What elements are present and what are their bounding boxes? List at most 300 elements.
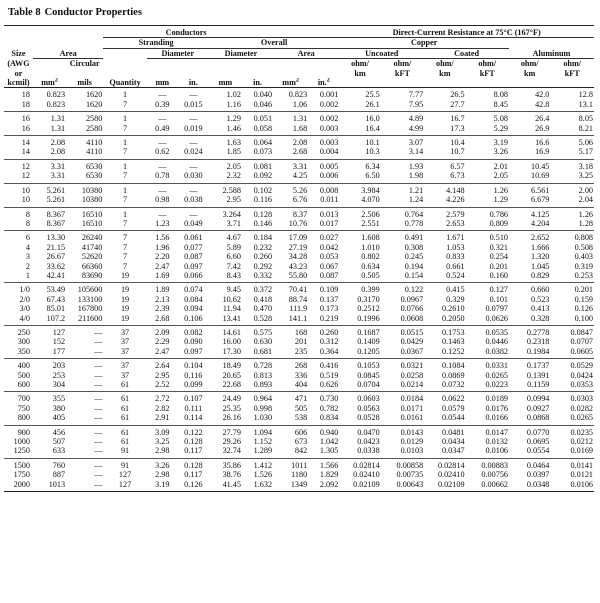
cell-overall-diameter-mm: 7.42 [226,261,241,271]
cell-overall-area-in2: 0.011 [308,195,339,207]
header-stranding: Stranding [138,38,174,48]
cell-uncoated-ohm-km: 0.1996 [339,314,380,326]
cell-uncoated-ohm-km: 4.070 [339,195,380,207]
cell-strand-diameter-in: 0.117 [184,470,203,480]
cell-overall-area-mm2: 538 [273,413,308,425]
cell-overall-diameter-mm: 2.588 [222,185,241,195]
cell-area-circular-mils: 2580 [66,124,103,136]
cell-size: 350 [4,347,33,359]
cell-overall-area-in2: 0.003 [308,124,339,136]
cell-aluminum-ohm-km: 10.69 [509,171,550,183]
cell-strand-diameter-mm: 1.89 [155,285,170,295]
cell-overall-area-mm2: 1180 [291,470,308,480]
cell-area-circular-mils: 52620 [81,252,103,262]
header-km: km [524,68,536,78]
cell-size: 1500 [13,460,30,470]
cell-uncoated-ohm-kft: 3.07 [408,138,424,148]
cell-overall-diameter-in: 1.094 [253,427,273,437]
header-ohm: ohm/ [478,59,497,69]
cell-overall-diameter-in: 0.998 [253,403,273,413]
cell-aluminum-ohm-km: 0.1391 [526,370,550,380]
cell-uncoated-ohm-kft: 0.245 [404,252,424,262]
cell-uncoated-ohm-km: 0.505 [339,271,380,283]
cell-overall-area-in2: 0.730 [319,394,339,404]
table-row [4,231,594,243]
cell-aluminum-ohm-km: 0.0348 [509,480,550,492]
cell-overall-diameter-in: 1.632 [242,480,273,492]
cell-strand-diameter-mm: 2.09 [155,327,170,337]
cell-uncoated-ohm-km: 25.5 [365,90,380,100]
cell-size: 2/0 [19,294,30,304]
cell-strand-diameter-in: 0.122 [184,427,203,437]
cell-uncoated-ohm-km: 0.0845 [357,370,380,380]
cell-overall-diameter-mm: 3.71 [209,219,242,231]
cell-area-circular-mils: — [94,337,103,347]
cell-quantity: 7 [103,195,146,207]
cell-strand-diameter-in: 0.087 [184,252,203,262]
cell-uncoated-ohm-kft: 1.98 [381,171,424,183]
cell-coated-ohm-kft: 1.29 [466,195,509,207]
cell-overall-diameter-mm: 1.29 [226,114,241,124]
cell-overall-diameter-mm: 38.76 [222,470,241,480]
cell-aluminum-ohm-km: 4.204 [509,219,550,231]
table-row [4,252,594,261]
table-row [4,207,594,219]
cell-coated-ohm-km: 0.02109 [424,480,465,492]
cell-overall-area-mm2: 88.74 [288,294,308,304]
header-kft: kFT [564,68,580,78]
cell-coated-ohm-kft: 0.510 [489,233,508,243]
cell-area-mm2: 304 [33,380,66,392]
cell-overall-diameter-in: 0.046 [242,100,273,112]
cell-strand-diameter-mm: 2.29 [155,337,170,347]
cell-coated-ohm-kft: 0.0331 [485,361,508,371]
cell-aluminum-ohm-km: 0.1984 [509,347,550,359]
cell-aluminum-ohm-kft: 0.508 [574,242,593,252]
cell-aluminum-ohm-km: 16.6 [535,138,550,148]
cell-coated-ohm-km: 4.226 [424,195,465,207]
cell-overall-diameter-in: 0.728 [253,361,273,371]
cell-strand-diameter-mm: 0.78 [147,171,178,183]
cell-size: 2000 [4,480,33,492]
cell-overall-area-mm2: 268 [294,361,308,371]
cell-overall-area-in2: 0.001 [319,90,339,100]
cell-overall-area-mm2: 111.9 [289,304,308,314]
table-row [4,271,594,283]
cell-area-mm2: 203 [52,361,66,371]
table-row [4,100,594,112]
cell-quantity: 37 [103,347,146,359]
cell-area-circular-mils: — [66,480,103,492]
cell-strand-diameter-mm: 2.13 [155,294,170,304]
cell-uncoated-ohm-km: 0.0603 [357,394,380,404]
cell-area-circular-mils: — [94,403,103,413]
table-row [4,371,594,380]
cell-uncoated-ohm-kft: 0.764 [404,209,424,219]
cell-overall-area-in2: 0.027 [319,233,339,243]
cell-strand-diameter-mm: — [158,185,167,195]
cell-area-circular-mils: — [94,427,103,437]
cell-coated-ohm-kft: 0.0446 [485,337,508,347]
table-row [4,392,594,404]
cell-size: 2 [25,261,30,271]
cell-area-mm2: 3.31 [50,161,66,171]
cell-overall-diameter-in: 0.260 [253,252,273,262]
cell-strand-diameter-mm: 0.49 [147,124,178,136]
cell-aluminum-ohm-kft: 0.319 [574,261,593,271]
cell-overall-area-mm2: 471 [294,394,308,404]
cell-overall-diameter-mm: 20.65 [222,370,241,380]
cell-uncoated-ohm-km: 10.1 [365,138,380,148]
cell-uncoated-ohm-km: 6.50 [339,171,380,183]
cell-strand-diameter-in: — [189,114,198,124]
cell-aluminum-ohm-km: 0.2318 [526,337,550,347]
cell-overall-diameter-mm: 1.02 [226,90,241,100]
cell-area-circular-mils: 133100 [77,294,103,304]
cell-overall-diameter-in: 0.146 [242,219,273,231]
cell-overall-diameter-mm: 24.49 [222,394,241,404]
header-kft: kFT [479,68,495,78]
cell-aluminum-ohm-km: 10.45 [530,161,550,171]
cell-strand-diameter-in: 0.038 [178,195,209,207]
table-row [4,404,594,413]
cell-uncoated-ohm-km: 0.399 [361,285,380,295]
cell-overall-diameter-mm: 27.79 [222,427,241,437]
cell-strand-diameter-in: 0.090 [184,337,203,347]
cell-area-circular-mils: 83690 [66,271,103,283]
cell-uncoated-ohm-kft: 1.93 [408,161,424,171]
cell-aluminum-ohm-km: 6.679 [509,195,550,207]
cell-coated-ohm-km: 0.415 [446,285,465,295]
cell-area-circular-mils: 1620 [66,100,103,112]
cell-coated-ohm-km: 2.653 [424,219,465,231]
cell-coated-ohm-kft: 5.29 [466,124,509,136]
cell-uncoated-ohm-km: 0.802 [361,252,380,262]
cell-overall-diameter-in: 0.064 [253,138,273,148]
cell-overall-diameter-in: 1.289 [242,446,273,458]
cell-uncoated-ohm-km: 0.2512 [357,304,380,314]
cell-overall-area-mm2: 141.1 [273,314,308,326]
cell-coated-ohm-kft: 0.809 [466,219,509,231]
cell-strand-diameter-in: 0.099 [178,380,209,392]
cell-quantity: 7 [123,261,128,271]
cell-overall-diameter-mm: 25.35 [222,403,241,413]
cell-coated-ohm-km: 0.2610 [442,304,465,314]
cell-overall-area-in2: 1.042 [319,437,339,447]
cell-coated-ohm-kft: 0.0147 [485,427,508,437]
cell-area-circular-mils: — [66,380,103,392]
cell-strand-diameter-in: 0.094 [184,304,203,314]
cell-area-mm2: 8.367 [33,219,66,231]
cell-aluminum-ohm-kft: 0.808 [574,233,593,243]
header-aluminum: Aluminum [509,48,594,58]
cell-area-circular-mils: 6530 [85,161,103,171]
cell-overall-area-in2: 0.782 [319,403,339,413]
cell-overall-area-mm2: 1011 [291,460,308,470]
header-quantity: Quantity [103,78,146,88]
cell-overall-area-mm2: 5.26 [292,185,308,195]
cell-coated-ohm-kft: 0.0223 [466,380,509,392]
header-circular: Circular [69,59,100,69]
cell-uncoated-ohm-kft: 0.122 [404,285,424,295]
cell-area-mm2: 456 [52,427,66,437]
cell-aluminum-ohm-km: 4.125 [530,209,550,219]
cell-overall-area-mm2: 0.823 [288,90,308,100]
cell-uncoated-ohm-km: 0.0704 [339,380,380,392]
cell-area-circular-mils: — [66,347,103,359]
header-or: or [14,68,23,78]
table-row [4,347,594,359]
header-in: in. [178,78,209,88]
cell-overall-diameter-mm: 1.85 [209,147,242,159]
cell-quantity: 91 [120,460,130,470]
cell-uncoated-ohm-kft: 0.0103 [381,446,424,458]
cell-overall-area-mm2: 70.41 [288,285,308,295]
cell-area-mm2: 13.30 [46,233,66,243]
table-row [4,314,594,326]
cell-uncoated-ohm-km: 0.1409 [357,337,380,347]
cell-coated-ohm-kft: 8.45 [466,100,509,112]
cell-area-mm2: 355 [52,394,66,404]
cell-strand-diameter-in: 0.128 [184,460,203,470]
cell-strand-diameter-mm: 0.62 [147,147,178,159]
cell-aluminum-ohm-km: 0.660 [530,285,550,295]
cell-aluminum-ohm-kft: 0.0169 [550,446,594,458]
cell-area-mm2: 1.31 [33,124,66,136]
cell-uncoated-ohm-km: 0.634 [361,261,380,271]
cell-overall-diameter-in: 0.813 [253,370,273,380]
cell-overall-diameter-mm: 1.16 [209,100,242,112]
cell-coated-ohm-km: 0.524 [424,271,465,283]
cell-overall-area-mm2: 55.80 [273,271,308,283]
cell-overall-area-in2: 0.940 [319,427,339,437]
table-row [4,283,594,295]
cell-strand-diameter-in: 0.049 [178,219,209,231]
cell-overall-diameter-mm: 9.45 [226,285,241,295]
cell-uncoated-ohm-km: 2.551 [339,219,380,231]
cell-overall-diameter-in: 0.630 [253,337,273,347]
cell-strand-diameter-mm: 0.98 [147,195,178,207]
cell-uncoated-ohm-kft: 0.00643 [381,480,424,492]
cell-quantity: 7 [103,100,146,112]
cell-uncoated-ohm-kft: 0.308 [404,242,424,252]
cell-overall-area-mm2: 673 [294,437,308,447]
cell-overall-diameter-in: 0.102 [253,185,273,195]
cell-area-circular-mils: 105600 [77,285,103,295]
cell-overall-area-mm2: 404 [273,380,308,392]
cell-overall-area-mm2: 505 [294,403,308,413]
cell-overall-area-mm2: 6.76 [273,195,308,207]
table-row [4,437,594,446]
cell-overall-diameter-in: 0.040 [253,90,273,100]
cell-area-mm2: 177 [33,347,66,359]
cell-coated-ohm-km: 0.1753 [442,327,465,337]
cell-size: 4/0 [4,314,33,326]
cell-uncoated-ohm-km: 0.0338 [339,446,380,458]
cell-aluminum-ohm-kft: 1.26 [578,209,593,219]
cell-overall-diameter-mm: 41.45 [209,480,242,492]
cell-size: 6 [25,233,30,243]
cell-aluminum-ohm-kft: 0.0121 [570,470,593,480]
cell-aluminum-ohm-kft: 0.0529 [570,361,593,371]
cell-quantity: 127 [103,480,146,492]
cell-strand-diameter-in: 0.106 [178,314,209,326]
cell-coated-ohm-kft: 0.101 [489,294,508,304]
cell-coated-ohm-kft: 0.0189 [485,394,508,404]
cell-area-mm2: 53.49 [46,285,66,295]
header-dc-resistance: Direct-Current Resistance at 75°C (167°F) [392,28,541,37]
cell-aluminum-ohm-kft: 0.0424 [570,370,593,380]
cell-overall-area-mm2: 4.25 [273,171,308,183]
cell-overall-diameter-mm: 35.86 [222,460,241,470]
cell-aluminum-ohm-kft: 0.0106 [550,480,594,492]
cell-strand-diameter-mm: 1.69 [147,271,178,283]
cell-uncoated-ohm-kft: 0.0184 [400,394,424,404]
cell-area-circular-mils: 66360 [81,261,103,271]
cell-coated-ohm-kft: 2.05 [466,171,509,183]
cell-uncoated-ohm-kft: 7.77 [408,90,424,100]
cell-size: 250 [17,327,30,337]
table-row [4,136,594,148]
cell-strand-diameter-mm: 2.47 [155,261,170,271]
cell-overall-diameter-mm: 4.67 [226,233,241,243]
cell-size: 1/0 [19,285,30,295]
cell-overall-diameter-in: 0.332 [242,271,273,283]
cell-strand-diameter-in: 0.077 [184,242,203,252]
cell-area-circular-mils: 167800 [77,304,103,314]
cell-coated-ohm-kft: 0.0166 [466,413,509,425]
cell-area-mm2: 2.08 [50,138,66,148]
cell-size: 14 [4,147,33,159]
cell-uncoated-ohm-kft: 0.00858 [396,460,424,470]
cell-strand-diameter-mm: 1.96 [155,242,170,252]
table-row [4,171,594,183]
cell-uncoated-ohm-km: 0.3170 [357,294,380,304]
cell-overall-diameter-in: 0.116 [242,195,273,207]
cell-quantity: 19 [120,294,130,304]
cell-coated-ohm-kft: 0.127 [489,285,508,295]
cell-aluminum-ohm-kft: 0.0235 [570,427,593,437]
table-number: Table 8 [8,7,41,18]
cell-strand-diameter-mm: 2.39 [155,304,170,314]
header-ohm: ohm/ [435,59,454,69]
table-row [4,380,594,392]
header-uncoated: Uncoated [339,48,424,58]
cell-uncoated-ohm-kft: 0.0214 [381,380,424,392]
cell-coated-ohm-km: 1.053 [446,242,465,252]
header-conductors: Conductors [165,28,207,37]
cell-strand-diameter-in: 0.107 [184,394,203,404]
cell-uncoated-ohm-km: 16.0 [365,114,380,124]
header-awg: (AWG [7,58,30,68]
header-km: km [354,68,366,78]
cell-coated-ohm-km: 0.0481 [442,427,465,437]
cell-strand-diameter-in: 0.114 [178,413,209,425]
cell-coated-ohm-kft: 0.0797 [485,304,508,314]
table-row [4,295,594,304]
cell-area-mm2: 5.261 [33,195,66,207]
cell-area-circular-mils: 2580 [85,114,103,124]
cell-strand-diameter-mm: 2.82 [155,403,170,413]
cell-area-circular-mils: — [94,470,103,480]
cell-area-mm2: 33.62 [46,261,66,271]
header-kcmil: kcmil) [4,78,33,88]
cell-overall-diameter-in: 0.051 [253,114,273,124]
cell-aluminum-ohm-kft: 8.21 [550,124,594,136]
cell-overall-diameter-mm: 1.63 [226,138,241,148]
cell-overall-area-in2: 0.416 [319,361,339,371]
cell-uncoated-ohm-km: 0.0563 [357,403,380,413]
cell-coated-ohm-kft: 0.201 [489,261,508,271]
cell-size: 3/0 [19,304,30,314]
cell-area-mm2: 405 [33,413,66,425]
cell-area-mm2: 127 [52,327,66,337]
cell-coated-ohm-km: 0.0869 [442,370,465,380]
cell-size: 4 [25,242,30,252]
cell-aluminum-ohm-kft: 0.126 [574,304,593,314]
cell-quantity: 7 [103,124,146,136]
cell-aluminum-ohm-km: 1.666 [530,242,550,252]
cell-overall-diameter-mm: 6.60 [226,252,241,262]
cell-strand-diameter-in: 0.097 [184,261,203,271]
cell-area-mm2: 507 [52,437,66,447]
cell-overall-diameter-in: 0.292 [253,261,273,271]
cell-overall-area-in2: 0.004 [308,147,339,159]
cell-overall-area-mm2: 1.31 [292,114,308,124]
cell-aluminum-ohm-km: 0.0695 [526,437,550,447]
cell-strand-diameter-in: 0.019 [178,124,209,136]
cell-size: 8 [4,219,33,231]
cell-uncoated-ohm-kft: 0.0515 [400,327,424,337]
cell-strand-diameter-in: 0.117 [178,446,209,458]
header-ohm: ohm/ [393,59,412,69]
cell-size: 14 [21,138,30,148]
cell-aluminum-ohm-km: 0.1737 [526,361,550,371]
cell-overall-diameter-mm: 14.61 [222,327,241,337]
cell-coated-ohm-km: 1.671 [446,233,465,243]
cell-area-circular-mils: — [94,370,103,380]
cell-coated-ohm-kft: 1.26 [493,185,508,195]
cell-quantity: 37 [120,370,130,380]
cell-overall-area-mm2: 842 [273,446,308,458]
cell-overall-area-in2: 0.002 [319,114,339,124]
cell-overall-area-in2: 0.067 [319,261,339,271]
cell-uncoated-ohm-km: 26.1 [339,100,380,112]
cell-aluminum-ohm-km: 0.0927 [526,403,550,413]
table-row [4,325,594,337]
cell-coated-ohm-km: 0.1084 [442,361,465,371]
cell-area-circular-mils: 16510 [66,219,103,231]
cell-quantity: 1 [123,138,128,148]
header-area: Area [33,48,103,58]
cell-coated-ohm-km: 26.5 [450,90,465,100]
cell-size: 400 [17,361,30,371]
cell-overall-diameter-in: 0.184 [253,233,273,243]
cell-uncoated-ohm-km: 6.34 [365,161,380,171]
cell-quantity: 7 [103,219,146,231]
cell-uncoated-ohm-km: 1.608 [361,233,380,243]
cell-uncoated-ohm-kft: 0.0143 [400,427,424,437]
cell-area-circular-mils: 4110 [86,138,103,148]
cell-aluminum-ohm-kft: 0.0353 [550,380,594,392]
cell-area-mm2: 107.2 [33,314,66,326]
cell-aluminum-ohm-km: 16.9 [509,147,550,159]
cell-strand-diameter-mm: 0.39 [147,100,178,112]
cell-overall-area-mm2: 8.37 [292,209,308,219]
cell-overall-area-in2: 0.003 [319,138,339,148]
cell-area-circular-mils: 6530 [66,171,103,183]
cell-strand-diameter-mm: 3.25 [155,437,170,447]
